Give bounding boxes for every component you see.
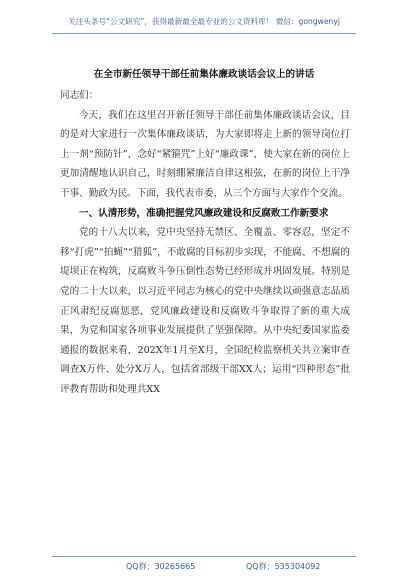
footer-qq-group-right: QQ群：535304092	[246, 562, 321, 571]
salutation: 同志们：	[60, 90, 99, 101]
document-title: 在全市新任领导干部任前集体廉政谈话会议上的讲话	[93, 69, 315, 80]
footer-qq-group-left: QQ群：30265665	[126, 562, 196, 571]
intro-paragraph: 今天，我们在这里召开新任领导干部任前集体廉政谈话会议，目的是对大家进行一次集体廉政谈话，为大家即将走上新的领导岗位打上一剂“预防针”，念好“紧箍咒”上好“廉政课”，使大家在新的岗位上更加清醒地认识自己，时刻绷紧廉洁自律这根弦，在新的岗位上干净干事、勤政为民。下面，我代表市委，从三个方面与大家作个交流。	[60, 109, 350, 199]
header-banner: 关注头条号“公文研究”，获得最新最全最专业的公文资料库！ 微信：gongwenyj	[68, 17, 340, 26]
document-body	[60, 86, 350, 400]
header-divider	[52, 33, 356, 34]
footer-divider	[52, 556, 356, 557]
section-heading: 一、认清形势，准确把握党风廉政建设和反腐败工作新要求	[79, 207, 329, 219]
section-paragraph: 党的十八大以来，党中央坚持无禁区、全覆盖、零容忍，坚定不移“打虎”“拍蝇”“猎狐”，不敢腐的目标初步实现，不能腐、不想腐的堤坝正在构筑，反腐败斗争压倒性态势已经形成并巩固发展。特别是党的二十大以来，以习近平同志为核心的党中央继续以顽强意志品质正风肃纪反腐惩恶，党风廉政建设和反腐败斗争取得了新的重大成果，为党和国家各项事业发展提供了坚强保障。从中央纪委国家监委通报的数据来看，202X年1月至X月，全国纪检监察机关共立案审查调查X万件、处分X万人，包括省部级干部XX人；运用“四种形态”批评教育帮助和处理共XX	[60, 227, 350, 395]
